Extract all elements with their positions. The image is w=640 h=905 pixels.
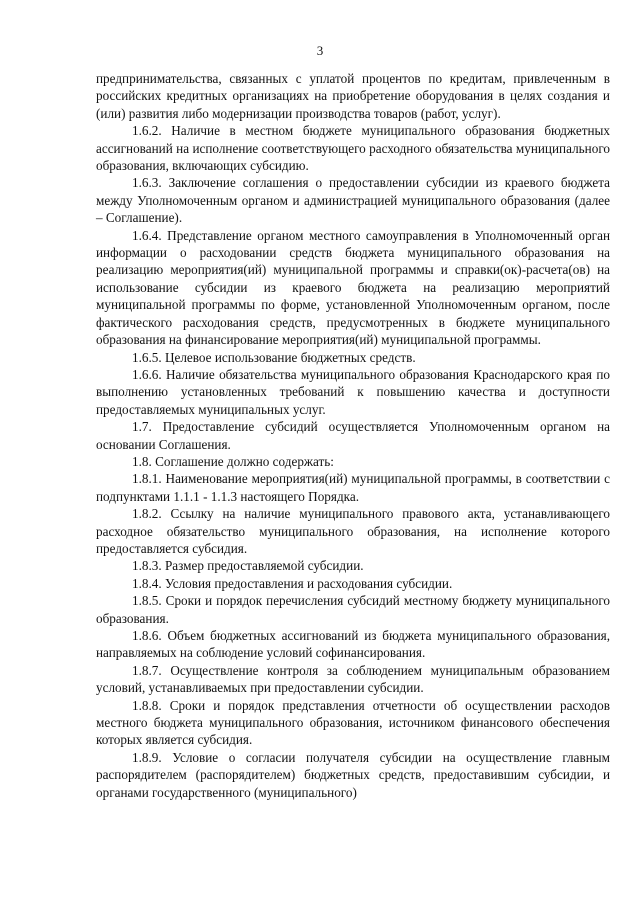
paragraph-1-8-6: 1.8.6. Объем бюджетных ассигнований из бюджета муниципального образования, направляемых на соблюдение условий софинансирования. <box>96 628 610 661</box>
paragraph-1-8-7: 1.8.7. Осуществление контроля за соблюдением муниципальным образованием условий, устанавливаемых при предоставлении субсидии. <box>96 662 610 696</box>
paragraph-1-6-3: 1.6.3. Заключение соглашения о предоставлении субсидии из краевого бюджета между Уполномоченным органом и администрацией муниципального образования (далее – Соглашение). <box>96 175 610 226</box>
paragraph-1-6-6: 1.6.6. Наличие обязательства муниципального образования Краснодарского края по выполнению установленных требований к повышению качества и доступности предоставляемых муниципальных услуг. <box>96 366 610 417</box>
paragraph-1-6-2: 1.6.2. Наличие в местном бюджете муниципального образования бюджетных ассигнований на исполнение соответствующего расходного обязательства муниципального образования, включающих субсидию. <box>96 123 610 174</box>
paragraph-continuation: предпринимательства, связанных с уплатой процентов по кредитам, привлеченным в российских кредитных организациях на приобретение оборудования в целях создания и (или) развития либо модернизации производства товаров (работ, услуг). <box>96 71 610 121</box>
paragraph-1-6-5: 1.6.5. Целевое использование бюджетных средств. <box>132 349 416 365</box>
paragraph-1-8: 1.8. Соглашение должно содержать: <box>132 453 334 469</box>
paragraph-1-8-3: 1.8.3. Размер предоставляемой субсидии. <box>132 558 364 574</box>
paragraph-1-7: 1.7. Предоставление субсидий осуществляется Уполномоченным органом на основании Соглашения. <box>96 419 610 452</box>
page-number: 3 <box>316 43 324 58</box>
paragraph-1-8-4: 1.8.4. Условия предоставления и расходования субсидии. <box>132 575 453 591</box>
paragraph-1-6-4: 1.6.4. Представление органом местного самоуправления в Уполномоченный орган информации о расходовании средств бюджета муниципального образования на реализацию мероприятия(ий) муниципальной программы и справки(ок)-расчета(ов) на использование субсидии из краевого бюджета на реализацию мероприятий муниципальной программы по форме, установленной Уполномоченным органом, после фактического расходования средств, предусмотренных в бюджете муниципального образования на финансирование мероприятия(ий) муниципальной программы. <box>96 227 610 348</box>
paragraph-1-8-2: 1.8.2. Ссылку на наличие муниципального правового акта, устанавливающего расходное обязательство муниципального образования, на исполнение которого предоставляется субсидия. <box>96 506 610 556</box>
paragraph-1-8-9: 1.8.9. Условие о согласии получателя субсидии на осуществление главным распорядителем (распорядителем) бюджетных средств, предоставившим субсидии, и органами государственного (муниципального) <box>96 749 610 800</box>
document-body <box>96 70 610 801</box>
paragraph-1-8-5: 1.8.5. Сроки и порядок перечисления субсидий местному бюджету муниципального образования. <box>96 593 610 626</box>
paragraph-1-8-1: 1.8.1. Наименование мероприятия(ий) муниципальной программы, в соответствии с подпунктами 1.1.1 - 1.1.3 настоящего Порядка. <box>96 471 610 504</box>
paragraph-1-8-8: 1.8.8. Сроки и порядок представления отчетности об осуществлении расходов местного бюджета муниципального образования, источником финансового обеспечения которых является субсидия. <box>96 697 610 748</box>
